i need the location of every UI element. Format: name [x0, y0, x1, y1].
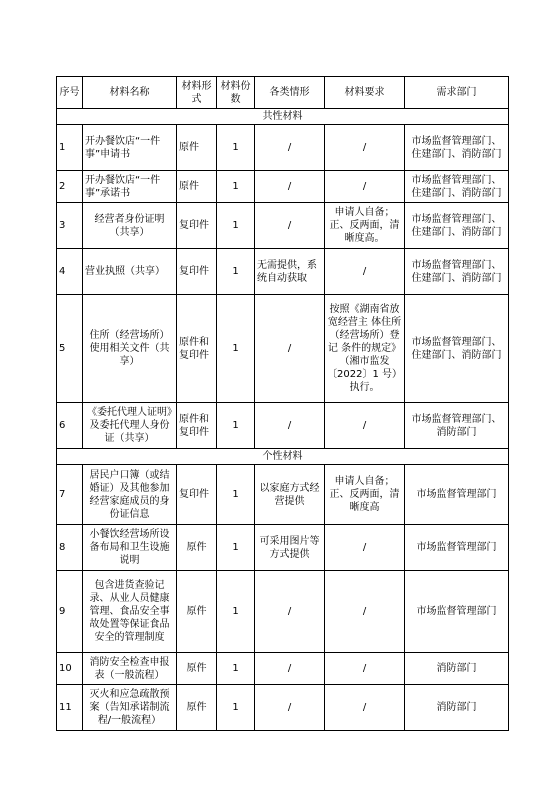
cell-no: 11: [57, 685, 83, 731]
cell-requirement: /: [325, 249, 405, 295]
cell-form: 原件: [177, 571, 217, 653]
header-row: [57, 77, 509, 109]
table-row: [57, 465, 509, 525]
table-row: [57, 249, 509, 295]
cell-requirement: /: [325, 171, 405, 203]
cell-form: 原件: [177, 653, 217, 685]
cell-name: 开办餐饮店“一件事”申请书: [83, 125, 177, 171]
cell-no: 6: [57, 403, 83, 449]
cell-form: 原件: [177, 525, 217, 571]
cell-name: 消防安全检查申报表（一般流程）: [83, 653, 177, 685]
cell-department: 市场监督管理部门: [405, 571, 509, 653]
cell-no: 4: [57, 249, 83, 295]
header-count: 材料份数: [217, 77, 255, 109]
cell-requirement: 按照《湖南省放宽经营主 体住所（经营场所）登记 条件的规定》（湘市监发〔2022〕1 号）执行。: [325, 295, 405, 403]
header-name: 材料名称: [83, 77, 177, 109]
cell-form: 复印件: [177, 249, 217, 295]
cell-no: 9: [57, 571, 83, 653]
cell-no: 5: [57, 295, 83, 403]
cell-requirement: /: [325, 403, 405, 449]
cell-count: 1: [217, 295, 255, 403]
header-department: 需求部门: [405, 77, 509, 109]
cell-department: 市场监督管理部门、住建部门、消防部门: [405, 203, 509, 249]
cell-count: 1: [217, 571, 255, 653]
cell-count: 1: [217, 525, 255, 571]
cell-department: 市场监督管理部门、住建部门、消防部门: [405, 249, 509, 295]
table-row: [57, 685, 509, 731]
header-form: 材料形式: [177, 77, 217, 109]
cell-count: 1: [217, 685, 255, 731]
cell-requirement: 申请人自备；正、反两面，清晰度高。: [325, 203, 405, 249]
cell-name: 居民户口簿（或结婚证）及其他参加经营家庭成员的身份证信息: [83, 465, 177, 525]
cell-no: 10: [57, 653, 83, 685]
cell-form: 复印件: [177, 465, 217, 525]
cell-name: 经营者身份证明（共享）: [83, 203, 177, 249]
cell-no: 2: [57, 171, 83, 203]
cell-situation: /: [255, 571, 325, 653]
cell-department: 市场监督管理部门、消防部门: [405, 403, 509, 449]
cell-department: 市场监督管理部门、住建部门、消防部门: [405, 295, 509, 403]
cell-requirement: /: [325, 525, 405, 571]
cell-name: 开办餐饮店“一件事”承诺书: [83, 171, 177, 203]
cell-situation: /: [255, 203, 325, 249]
cell-form: 原件: [177, 125, 217, 171]
cell-count: 1: [217, 203, 255, 249]
cell-department: 市场监督管理部门、住建部门、消防部门: [405, 125, 509, 171]
section-row: [57, 449, 509, 465]
cell-situation: /: [255, 685, 325, 731]
cell-requirement: /: [325, 125, 405, 171]
cell-form: 原件: [177, 685, 217, 731]
cell-form: 原件和复印件: [177, 295, 217, 403]
section-row: [57, 109, 509, 125]
cell-situation: /: [255, 403, 325, 449]
cell-situation: /: [255, 171, 325, 203]
table-row: [57, 125, 509, 171]
section-shared-title: 共性材料: [57, 109, 509, 125]
cell-situation: /: [255, 653, 325, 685]
cell-count: 1: [217, 171, 255, 203]
cell-name: 《委托代理人证明》及委托代理人身份证（共享）: [83, 403, 177, 449]
cell-requirement: /: [325, 685, 405, 731]
table-row: [57, 295, 509, 403]
cell-requirement: 申请人自备；正、反两面，清晰度高: [325, 465, 405, 525]
table-row: [57, 525, 509, 571]
cell-requirement: /: [325, 571, 405, 653]
section-specific-title: 个性材料: [57, 449, 509, 465]
cell-count: 1: [217, 125, 255, 171]
cell-no: 7: [57, 465, 83, 525]
table-row: [57, 571, 509, 653]
table-row: [57, 203, 509, 249]
cell-department: 消防部门: [405, 685, 509, 731]
materials-table: [56, 76, 509, 731]
header-situation: 各类情形: [255, 77, 325, 109]
header-no: 序号: [57, 77, 83, 109]
cell-count: 1: [217, 465, 255, 525]
table-row: [57, 403, 509, 449]
cell-name: 小餐饮经营场所设备布局和卫生设施说明: [83, 525, 177, 571]
cell-form: 原件和复印件: [177, 403, 217, 449]
table-row: [57, 653, 509, 685]
cell-situation: /: [255, 125, 325, 171]
cell-requirement: /: [325, 653, 405, 685]
cell-situation: 无需提供，系统自动获取: [255, 249, 325, 295]
cell-department: 市场监督管理部门、住建部门、消防部门: [405, 171, 509, 203]
cell-no: 1: [57, 125, 83, 171]
cell-no: 3: [57, 203, 83, 249]
cell-name: 住所（经营场所）使用相关文件（共享）: [83, 295, 177, 403]
cell-department: 市场监督管理部门: [405, 465, 509, 525]
cell-count: 1: [217, 249, 255, 295]
cell-no: 8: [57, 525, 83, 571]
cell-situation: 以家庭方式经营提供: [255, 465, 325, 525]
cell-count: 1: [217, 403, 255, 449]
cell-count: 1: [217, 653, 255, 685]
cell-name: 营业执照（共享）: [83, 249, 177, 295]
header-requirement: 材料要求: [325, 77, 405, 109]
cell-name: 灭火和应急疏散预案（告知承诺制流程/一般流程）: [83, 685, 177, 731]
cell-department: 市场监督管理部门: [405, 525, 509, 571]
cell-form: 原件: [177, 171, 217, 203]
table-row: [57, 171, 509, 203]
cell-form: 复印件: [177, 203, 217, 249]
cell-situation: /: [255, 295, 325, 403]
cell-department: 消防部门: [405, 653, 509, 685]
cell-situation: 可采用图片等方式提供: [255, 525, 325, 571]
cell-name: 包含进货查验记录、从业人员健康管理、食品安全事故处置等保证食品安全的管理制度: [83, 571, 177, 653]
